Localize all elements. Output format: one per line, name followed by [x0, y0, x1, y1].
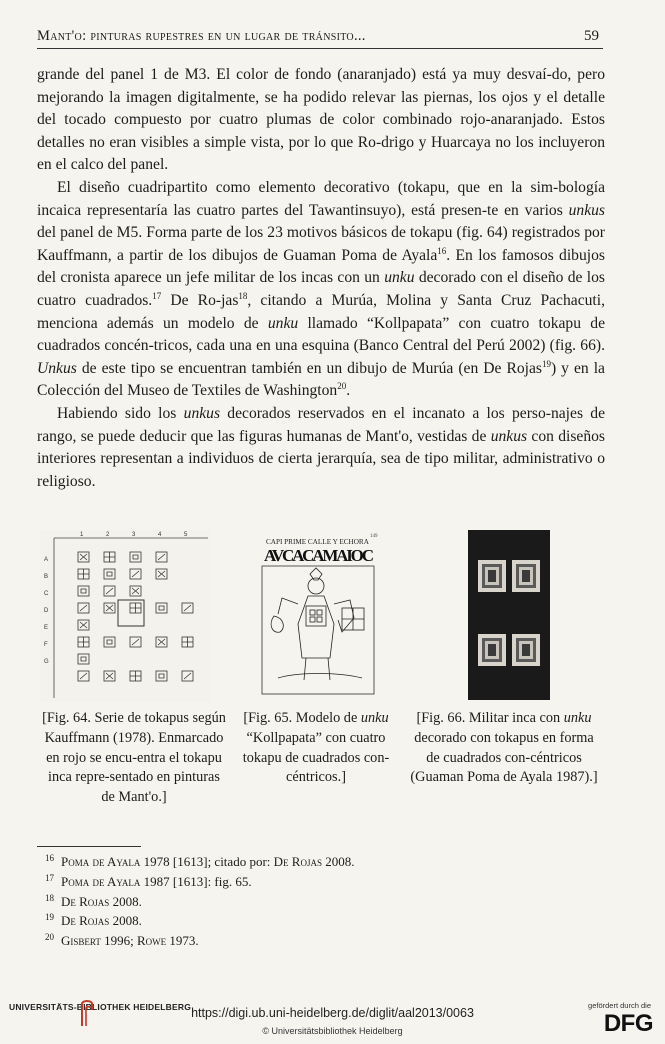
fig-65-heading: CAPI PRIME CALLE Y ECHORA [266, 538, 369, 546]
fig-64-tokapu-table [40, 530, 210, 702]
concentric-tokapu [478, 560, 506, 592]
fig-64-row-letter: A [44, 557, 49, 563]
fig-66-caption: [Fig. 66. Militar inca con unku decorado con tokapus en forma de cuadrados con-céntricos (Guaman Poma de Ayala 1987).] [410, 710, 598, 786]
fig-65-title: AVCACAMAIOC [264, 546, 374, 565]
paragraph-2: El diseño cuadripartito como elemento decorativo (tokapu, que en la sim-bología incaica representaría las cuatro partes del Tawantinsuyo), está presen-te en varios unkus del panel de M5. Forma parte de los 23 motivos básicos de tokapu (fig. 64) registrados por Kauffmann, a partir de los dibujos de Guaman Poma de Ayala$^{16}$. En los famosos dibujos del cronista aparece un jefe militar de los incas con un unku decorado con el diseño de los cuatro cuadrados.$^{17}$ De Ro-jas$^{18}$, citando a Murúa, Molina y Santa Cruz Pachacuti, menciona además un modelo de unku llamado “Kollpapata” con cuatro tokapu de cuadrados concén-tricos, cada una en una esquina (Banco Central del Perú 2002) (fig. 66). Unkus de este tipo se encuentran también en un dibujo de Murúa (en De Rojas$^{19}$) y en la Colección del Museo de Textiles de Washington$^{20}$. [37, 178, 606, 400]
fig-64-col-number: 3 [132, 532, 136, 538]
fig-64-row-letter: C [44, 591, 49, 597]
paragraph-1: grande del panel 1 de M3. El color de fondo (anaranjado) está ya muy desvaí-do, pero mejorando la imagen digitalmente, se ha podido relevar las piernas, los ojos y el detalle del tocado compuesto por cuatro plumas de color combinado rojo-anaranjado. Estos detalles no eran visibles a simple vista, por lo que Ro-drigo y Huarcaya no los incluyeron en el calco del panel. [37, 66, 605, 174]
fig-64-row-letter: F [44, 642, 48, 648]
fig-64-col-number: 4 [158, 532, 162, 538]
fig-64-row-letter: E [44, 625, 49, 631]
fig-64-caption: [Fig. 64. Serie de tokapus según Kauffmann (1978). Enmarcado en rojo se encu-entra el tokapu inca repre-sentado en pinturas de Mant'o.] [42, 710, 226, 806]
footnote-rule [37, 846, 141, 847]
copyright: © Universitätsbibliothek Heidelberg [262, 1026, 403, 1036]
library-name: UNIVERSITÄTS-BIBLIOTHEK HEIDELBERG [9, 1002, 192, 1012]
footnote-17: 17 Poma de Ayala 1987 [1613]: fig. 65. [45, 872, 252, 889]
fig-64-row-letter: D [44, 608, 49, 614]
fig-64-row-letter: G [44, 659, 49, 665]
footnote-16: 16 Poma de Ayala 1978 [1613]; citado por: De Rojas 2008. [45, 853, 355, 869]
paragraph-3: Habiendo sido los unkus decorados reservados en el incanato a los perso-najes de rango, se puede deducir que las figuras humanas de Mant'o, vestidas de unkus con diseños interiores representan a individuos de cierta jerarquía, sea de tipo militar, administrativo o religioso. [37, 404, 605, 490]
fig-64-col-number: 1 [80, 532, 84, 538]
footnote-20: 20 Gisbert 1996; Rowe 1973. [45, 932, 199, 949]
concentric-tokapu [478, 634, 506, 666]
concentric-tokapu [512, 560, 540, 592]
fig-65-page: 149 [370, 534, 378, 539]
running-header [37, 26, 603, 49]
footer [0, 990, 665, 1044]
page-number: 59 [584, 28, 599, 44]
body-text [37, 64, 605, 493]
permalink-url[interactable]: https://digi.ub.uni-heidelberg.de/diglit/aal2013/0063 [191, 1006, 474, 1020]
fig-64-row-letter: B [44, 574, 49, 580]
concentric-tokapu [512, 634, 540, 666]
fig-65-drawing [258, 528, 378, 700]
fig-64-col-number: 2 [106, 532, 110, 538]
footnotes [45, 852, 355, 951]
sponsor-note: gefördert durch die [588, 1001, 651, 1010]
dfg-logo: DFG [603, 1010, 653, 1037]
fig-64-col-number: 5 [184, 532, 188, 538]
footnote-19: 19 De Rojas 2008. [45, 912, 142, 929]
fig-66-unku-photo [468, 530, 550, 700]
footnote-18: 18 De Rojas 2008. [45, 892, 142, 909]
running-title: Mant'o: pinturas rupestres en un lugar de tránsito... [37, 28, 366, 44]
fig-65-caption: [Fig. 65. Modelo de unku “Kollpapata” con cuatro tokapu de cuadrados con-céntricos.] [242, 710, 390, 786]
